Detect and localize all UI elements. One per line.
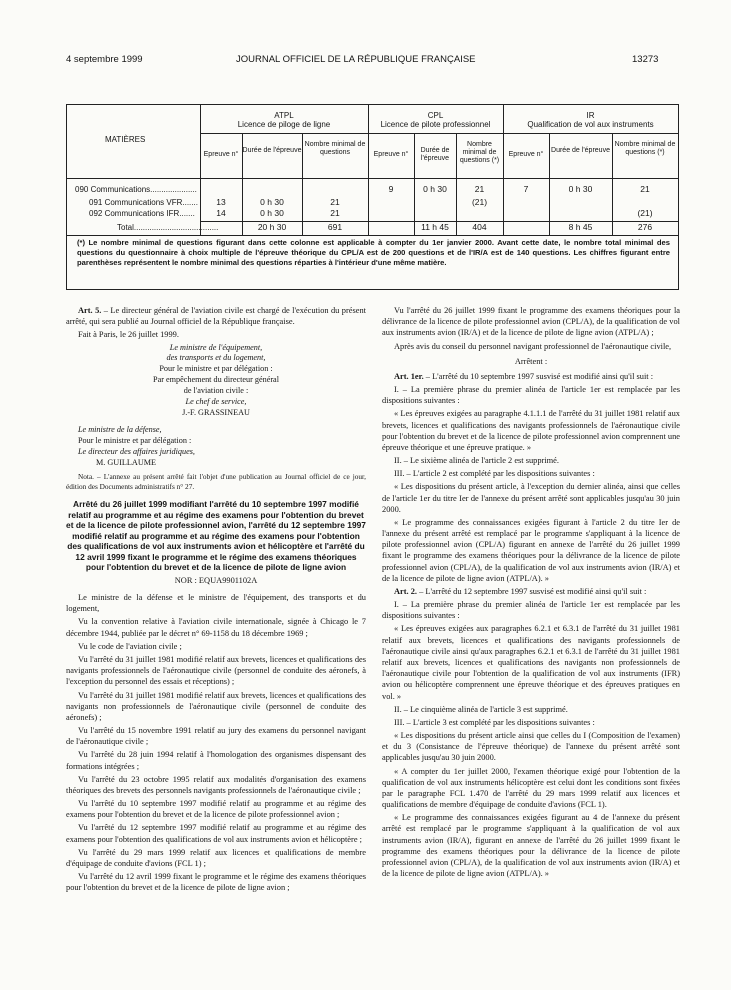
left-column [66,305,366,895]
paragraph: I. – La première phrase du premier alinéa de l'article 1er est remplacée par les dispositions suivantes : [382,385,680,406]
subheader: Epreuve n° [373,151,409,158]
paragraph: Vu l'arrêté du 12 septembre 1997 modifié relatif au programme et au régime des examens pour l'obtention des qualifications de vol aux instruments avion et hélicoptère ; [66,823,366,844]
decree-title: Arrêté du 26 juillet 1999 modifiant l'arrêté du 10 septembre 1997 modifié relatif au programme et au régime des examens pour l'obtention du brevet et de la licence de pilote professionnel avion, l'arrêté du 12 septembre 1997 modifié relatif au programme et au régime des examens pour l'obtention des qualifications de vol aux instruments avion et hélicoptère et l'arrêté du 12 avril 1999 fixant le programme et le régime des examens théoriques pour l'obtention du brevet et de la licence de pilote de ligne avion [66,499,366,573]
art5-heading: Art. 5. [78,306,102,315]
art1-heading: Art. 1er. [394,371,424,381]
cell: 0 h 30 [568,184,593,194]
nor-reference: NOR : EQUA9901102A [174,575,258,585]
paragraph: « Les dispositions du présent article ainsi que celles du I (Composition de l'examen) et du 3 (Consistance de l'épreuve théorique) de l'annexe du présent arrêté sont applicables jusqu'au 30 juin 2000. [382,731,680,763]
row-label: 090 Communications..................... [75,185,197,194]
right-column [382,305,680,881]
paragraph: « Le programme des connaissances exigées figurant au 4 de l'annexe du présent arrêté est remplacé par le programme s'appliquant à la qualification de vol aux instruments avion (IR/A), figurant en annexe de l'arrêté du 26 juillet 1999 fixant le programme des examens théoriques pour la délivrance de la licence de pilote professionnel avion (CPL/A), de la qualification de vol aux instruments avion (IR/A) et de la licence de pilote de ligne avion (ATPL/A). » [382,813,680,879]
cell: 7 [523,184,529,194]
header-journal: JOURNAL OFFICIEL DE LA RÉPUBLIQUE FRANÇAISE [236,54,476,65]
signature-line: Le directeur des affaires juridiques, [78,446,195,456]
subheader: Durée de l'épreuve [420,147,450,163]
paragraph: Vu l'arrêté du 26 juillet 1999 fixant le programme des examens théoriques pour la délivrance de la licence de pilote professionnel avion (CPL/A), de la qualification de vol aux instruments avion (IR/A) et de la licence de pilote de ligne avion (ATPL/A) ; [382,306,680,338]
cell: 9 [388,184,394,194]
subheader: Nombre minimal de questions [304,141,366,157]
paragraph: « Le programme des connaissances exigées figurant à l'article 2 du titre Ier de l'annexe du présent arrêté est remplacé par le programme s'appliquant à la licence de pilote professionnel avion (CPL/A) figurant en annexe de l'arrêté du 26 juillet 1999 fixant le programme des examens théoriques pour la délivrance de la licence de pilote professionnel avion (CPL/A), de la qualification de vol aux instruments avion (IR/A) et de la licence de pilote de ligne avion (ATPL/A). » [382,517,680,583]
paragraph: « Les épreuves exigées aux paragraphes 6.2.1 et 6.3.1 de l'arrêté du 31 juillet 1981 relatif aux brevets, licences et qualifications des navigants professionnels de l'aéronautique civile ainsi qu'aux paragraphes 6.2.1 et 6.3.1 de l'arrêté du 31 juillet 1981 relatif aux brevets, licences et qualifications des navigants non professionnels de l'aéronautique civile pour l'obtention de la qualification de vol aux instruments (IFR) avion ou hélicoptère comprennent une épreuve théorique et des épreuves pratiques en vol. » [382,624,680,701]
row-label: 091 Communications VFR....... [89,198,198,207]
art1-text: – L'arrêté du 10 septembre 1997 susvisé est modifié ainsi qu'il suit : [423,371,654,381]
cell: 21 [330,208,340,218]
group-ir: IR Qualification de vol aux instruments [527,111,654,130]
cell: 0 h 30 [260,197,284,207]
signature-line: de l'aviation civile : [183,386,249,396]
paragraph: « A compter du 1er juillet 2000, l'examen théorique exigé pour l'obtention de la qualification de vol aux instruments hélicoptère est celui dont les conditions sont fixées par le paragraphe FCL 1.470 de l'arrêté du 29 mars 1999 relatif aux licences et qualifications de membre d'équipage de conduite d'avions (FCL 1). [382,766,680,810]
paragraph: III. – L'article 2 est complété par les dispositions suivantes : [394,469,595,479]
art2-heading: Art. 2. [394,586,418,596]
paragraph: Après avis du conseil du personnel navigant professionnel de l'aéronautique civile, [394,341,672,351]
subheader: Nombre minimal de questions (*) [459,141,500,165]
subheader: Nombre minimal de questions (*) [614,141,676,157]
fait-line: Fait à Paris, le 26 juillet 1999. [78,330,179,340]
group-cpl: CPL Licence de pilote professionnel [380,111,491,130]
cell: 276 [637,222,653,232]
paragraph: Vu la convention relative à l'aviation civile internationale, signée à Chicago le 7 décembre 1944, publiée par le décret n° 69-1158 du 18 décembre 1969 ; [66,617,366,638]
cell: (21) [471,197,488,207]
group-atpl: ATPL Licence de piloge de ligne [237,111,331,130]
nota: Nota. – L'annexe au présent arrêté fait l'objet d'une publication au Journal officiel de ce jour, édition des Documents administratifs n° 27. [66,472,366,491]
signature-line: Le chef de service, [185,397,247,407]
paragraph: « Les dispositions du présent article, à l'exception du dernier alinéa, ainsi que celles de l'article 1er du titre Ier de l'annexe du présent arrêté sont applicables jusqu'au 30 juin 2000. [382,482,680,514]
matieres-header: MATIÈRES [105,135,146,144]
art2-text: – L'arrêté du 12 septembre 1997 susvisé est modifié ainsi qu'il suit : [417,586,647,596]
paragraph: Vu l'arrêté du 12 avril 1999 fixant le programme et le régime des examens théoriques pour l'obtention du brevet et de la licence de pilote de ligne avion ; [66,872,366,893]
paragraph: III. – L'article 3 est complété par les dispositions suivantes : [394,717,595,727]
cell: 13 [216,197,226,207]
table-note: (*) Le nombre minimal de questions figurant dans cette colonne est applicable à compter du 1er janvier 2000. Avant cette date, le nombre total minimal des questions du questionnaire à choix multiple de l'épreuve théorique du CPL/A est de 200 questions et de l'IR/A est de 140 questions. Les chiffres figurant entre parenthèses représentent le nombre minimal des questions réparties à l'intérieur d'une même matière. [77,238,670,267]
cell: 21 [474,184,485,194]
cell: 20 h 30 [257,222,287,232]
paragraph: Vu l'arrêté du 15 novembre 1991 relatif au jury des examens du personnel navigant de l'aéronautique civile ; [66,726,366,747]
paragraph: Vu l'arrêté du 10 septembre 1997 modifié relatif au programme et au régime des examens pour l'obtention du brevet et de la licence de pilote professionnel avion ; [66,799,366,820]
signature-line: Pour le ministre et par délégation : [159,364,273,374]
paragraph: Le ministre de la défense et le ministre de l'équipement, des transports et du logement, [66,593,366,614]
signature-name: M. GUILLAUME [96,457,157,467]
cell: 8 h 45 [568,222,593,232]
signature-line: Le ministre de l'équipement, [169,342,263,352]
header-date: 4 septembre 1999 [66,54,143,65]
paragraph: Vu l'arrêté du 23 octobre 1995 relatif aux modalités d'organisation des examens théoriques des brevets des personnels navigants professionnels de l'aéronautique civile ; [66,774,366,795]
signature-line: Pour le ministre et par délégation : [78,435,192,445]
signature-line: Le ministre de la défense, [78,424,162,434]
cell: 21 [330,197,340,207]
paragraph: Vu l'arrêté du 31 juillet 1981 modifié relatif aux brevets, licences et qualifications des navigants professionnels de l'aéronautique civile (personnel de conduite des aéronefs, à l'exception du personnel des essais et réceptions) ; [66,654,366,687]
paragraph: Vu le code de l'aviation civile ; [78,641,182,651]
paragraph: II. – Le sixième alinéa de l'article 2 est supprimé. [394,456,559,466]
header-page: 13273 [632,54,659,65]
paragraph: II. – Le cinquième alinéa de l'article 3 est supprimé. [394,704,568,714]
cell: 691 [327,222,343,232]
signature-line: Par empêchement du directeur général [153,375,279,385]
art5-text: – Le directeur général de l'aviation civile est chargé de l'exécution du présent arrêté, qui sera publié au Journal officiel de la République française. [66,306,366,327]
paragraph: « Les épreuves exigées au paragraphe 4.1.1.1 de l'arrêté du 31 juillet 1981 relatif aux brevets, licences et qualifications des navigants professionnels de l'aéronautique civile pour l'obtention du brevet et de la licence de pilote professionnel avion comprennent une épreuve théorique et une épreuve pratique. » [382,409,680,452]
cell: 11 h 45 [421,222,449,232]
cell: 21 [640,184,650,194]
row-label: 092 Communications IFR....... [89,209,195,218]
cell: 0 h 30 [423,184,447,194]
cell: 404 [472,222,487,232]
subheader: Epreuve n° [508,151,544,158]
signature-line: des transports et du logement, [166,353,266,363]
row-label: Total...................................... [117,223,219,232]
subheader: Durée de l'épreuve [242,147,302,154]
paragraph: Vu l'arrêté du 29 mars 1999 relatif aux licences et qualifications de membre d'équipage de conduite d'avions (FCL 1) ; [66,847,366,868]
paragraph: Vu l'arrêté du 28 juin 1994 relatif à l'homologation des organismes dispensant des formations intégrées ; [66,750,366,771]
cell: 0 h 30 [260,208,284,218]
signature-name: J.-F. GRASSINEAU [182,407,250,417]
cell: 14 [216,208,226,218]
subheader: Durée de l'épreuve [551,147,610,154]
subheader: Epreuve n° [203,151,239,158]
exam-table [66,104,679,290]
paragraph: I. – La première phrase du premier alinéa de l'article 1er est remplacée par les dispositions suivantes : [382,600,680,621]
arretent: Arrêtent : [514,356,548,366]
paragraph: Vu l'arrêté du 31 juillet 1981 modifié relatif aux brevets, licences et qualifications des navigants non professionnels de l'aéronautique civile (personnel de conduite des aéronefs) ; [66,690,366,722]
cell: (21) [637,208,653,218]
